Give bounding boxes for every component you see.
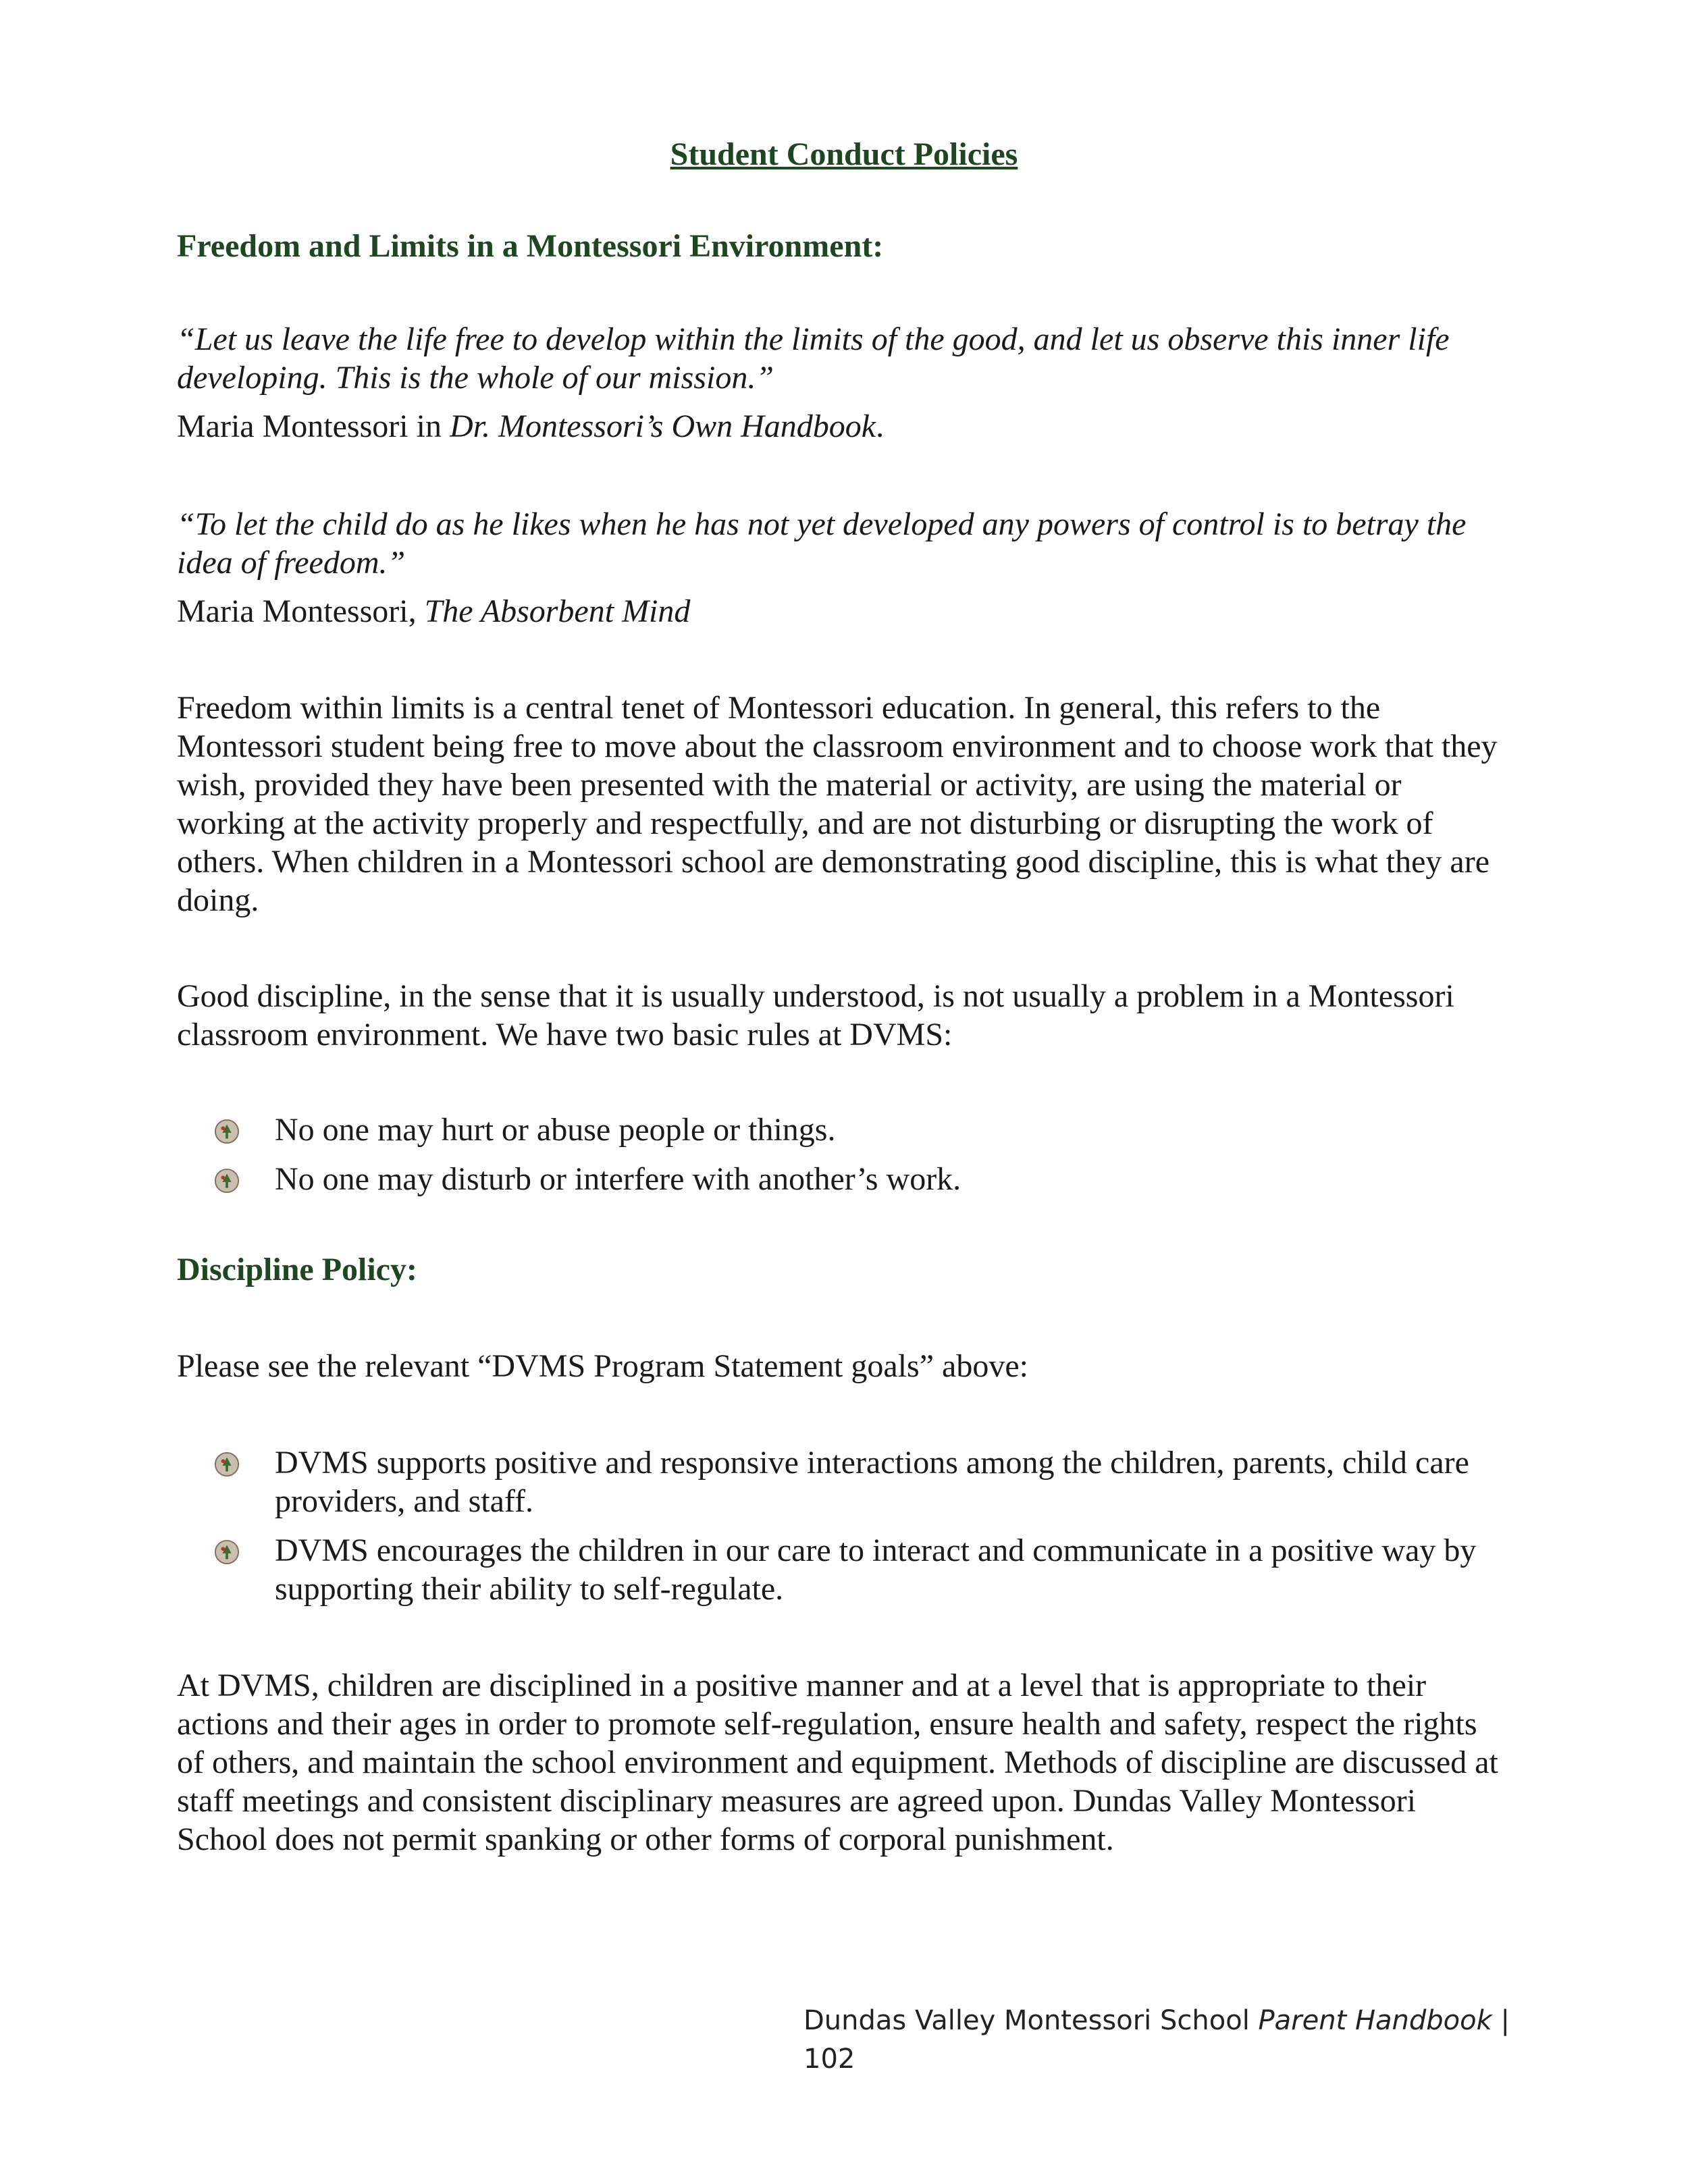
tree-bullet-icon: [214, 1168, 240, 1194]
tree-bullet-icon: [214, 1539, 240, 1565]
paragraph-freedom-within-limits: Freedom within limits is a central tenet of Montessori education. In general, this refers to the Montessori student being free to move about the classroom environment and to choose work that they wish, provided they have been presented with the material or activity, are using the material or working at the activity properly and respectfully, and are not disturbing or disrupting the work of others. When children in a Montessori school are demonstrating good discipline, this is what they are doing.: [177, 690, 1498, 918]
attribution-suffix: .: [876, 408, 885, 444]
page-number: 102: [803, 2044, 855, 2075]
page-footer: [803, 2002, 1512, 2079]
paragraph-program-statement-intro: Please see the relevant “DVMS Program Statement goals” above:: [177, 1348, 1028, 1384]
rule-text: No one may hurt or abuse people or things.: [275, 1112, 836, 1148]
goal-text: DVMS supports positive and responsive interactions among the children, parents, child care providers, and staff.: [275, 1445, 1469, 1519]
goal-text: DVMS encourages the children in our care to interact and communicate in a positive way by supporting their ability to self-regulate.: [275, 1533, 1477, 1607]
attribution-prefix: Maria Montessori in: [177, 408, 450, 444]
tree-bullet-icon: [214, 1119, 240, 1144]
quote-2: “To let the child do as he likes when he has not yet developed any powers of control is to betray the idea of freedom.”: [177, 506, 1467, 581]
quote-1: “Let us leave the life free to develop within the limits of the good, and let us observe this inner life developing. This is the whole of our mission.”: [177, 321, 1450, 396]
footer-doc-title: Parent Handbook: [1258, 2005, 1492, 2036]
quote-1-attribution: [177, 407, 1500, 446]
section-heading-discipline: Discipline Policy:: [177, 1252, 417, 1287]
attribution-prefix: Maria Montessori,: [177, 593, 425, 629]
footer-school: Dundas Valley Montessori School: [803, 2005, 1259, 2036]
footer-separator: |: [1492, 2005, 1510, 2036]
paragraph-good-discipline: Good discipline, in the sense that it is usually understood, is not usually a problem in a Montessori classroom environment. We have two basic rules at DVMS:: [177, 978, 1454, 1053]
rule-text: No one may disturb or interfere with another’s work.: [275, 1161, 961, 1197]
quote-2-attribution: [177, 592, 1500, 631]
attribution-work: The Absorbent Mind: [424, 593, 691, 629]
paragraph-discipline-approach: At DVMS, children are disciplined in a positive manner and at a level that is appropriate to their actions and their ages in order to promote self-regulation, ensure health and safety, respect the rights of others, and maintain the school environment and equipment. Methods of discipline are discussed at staff meetings and consistent disciplinary measures are agreed upon. Dundas Valley Montessori School does not permit spanking or other forms of corporal punishment.: [177, 1668, 1498, 1857]
tree-bullet-icon: [214, 1451, 240, 1477]
page-title: Student Conduct Policies: [670, 136, 1018, 172]
attribution-work: Dr. Montessori’s Own Handbook: [449, 408, 876, 444]
section-heading-freedom: Freedom and Limits in a Montessori Environment:: [177, 228, 884, 264]
